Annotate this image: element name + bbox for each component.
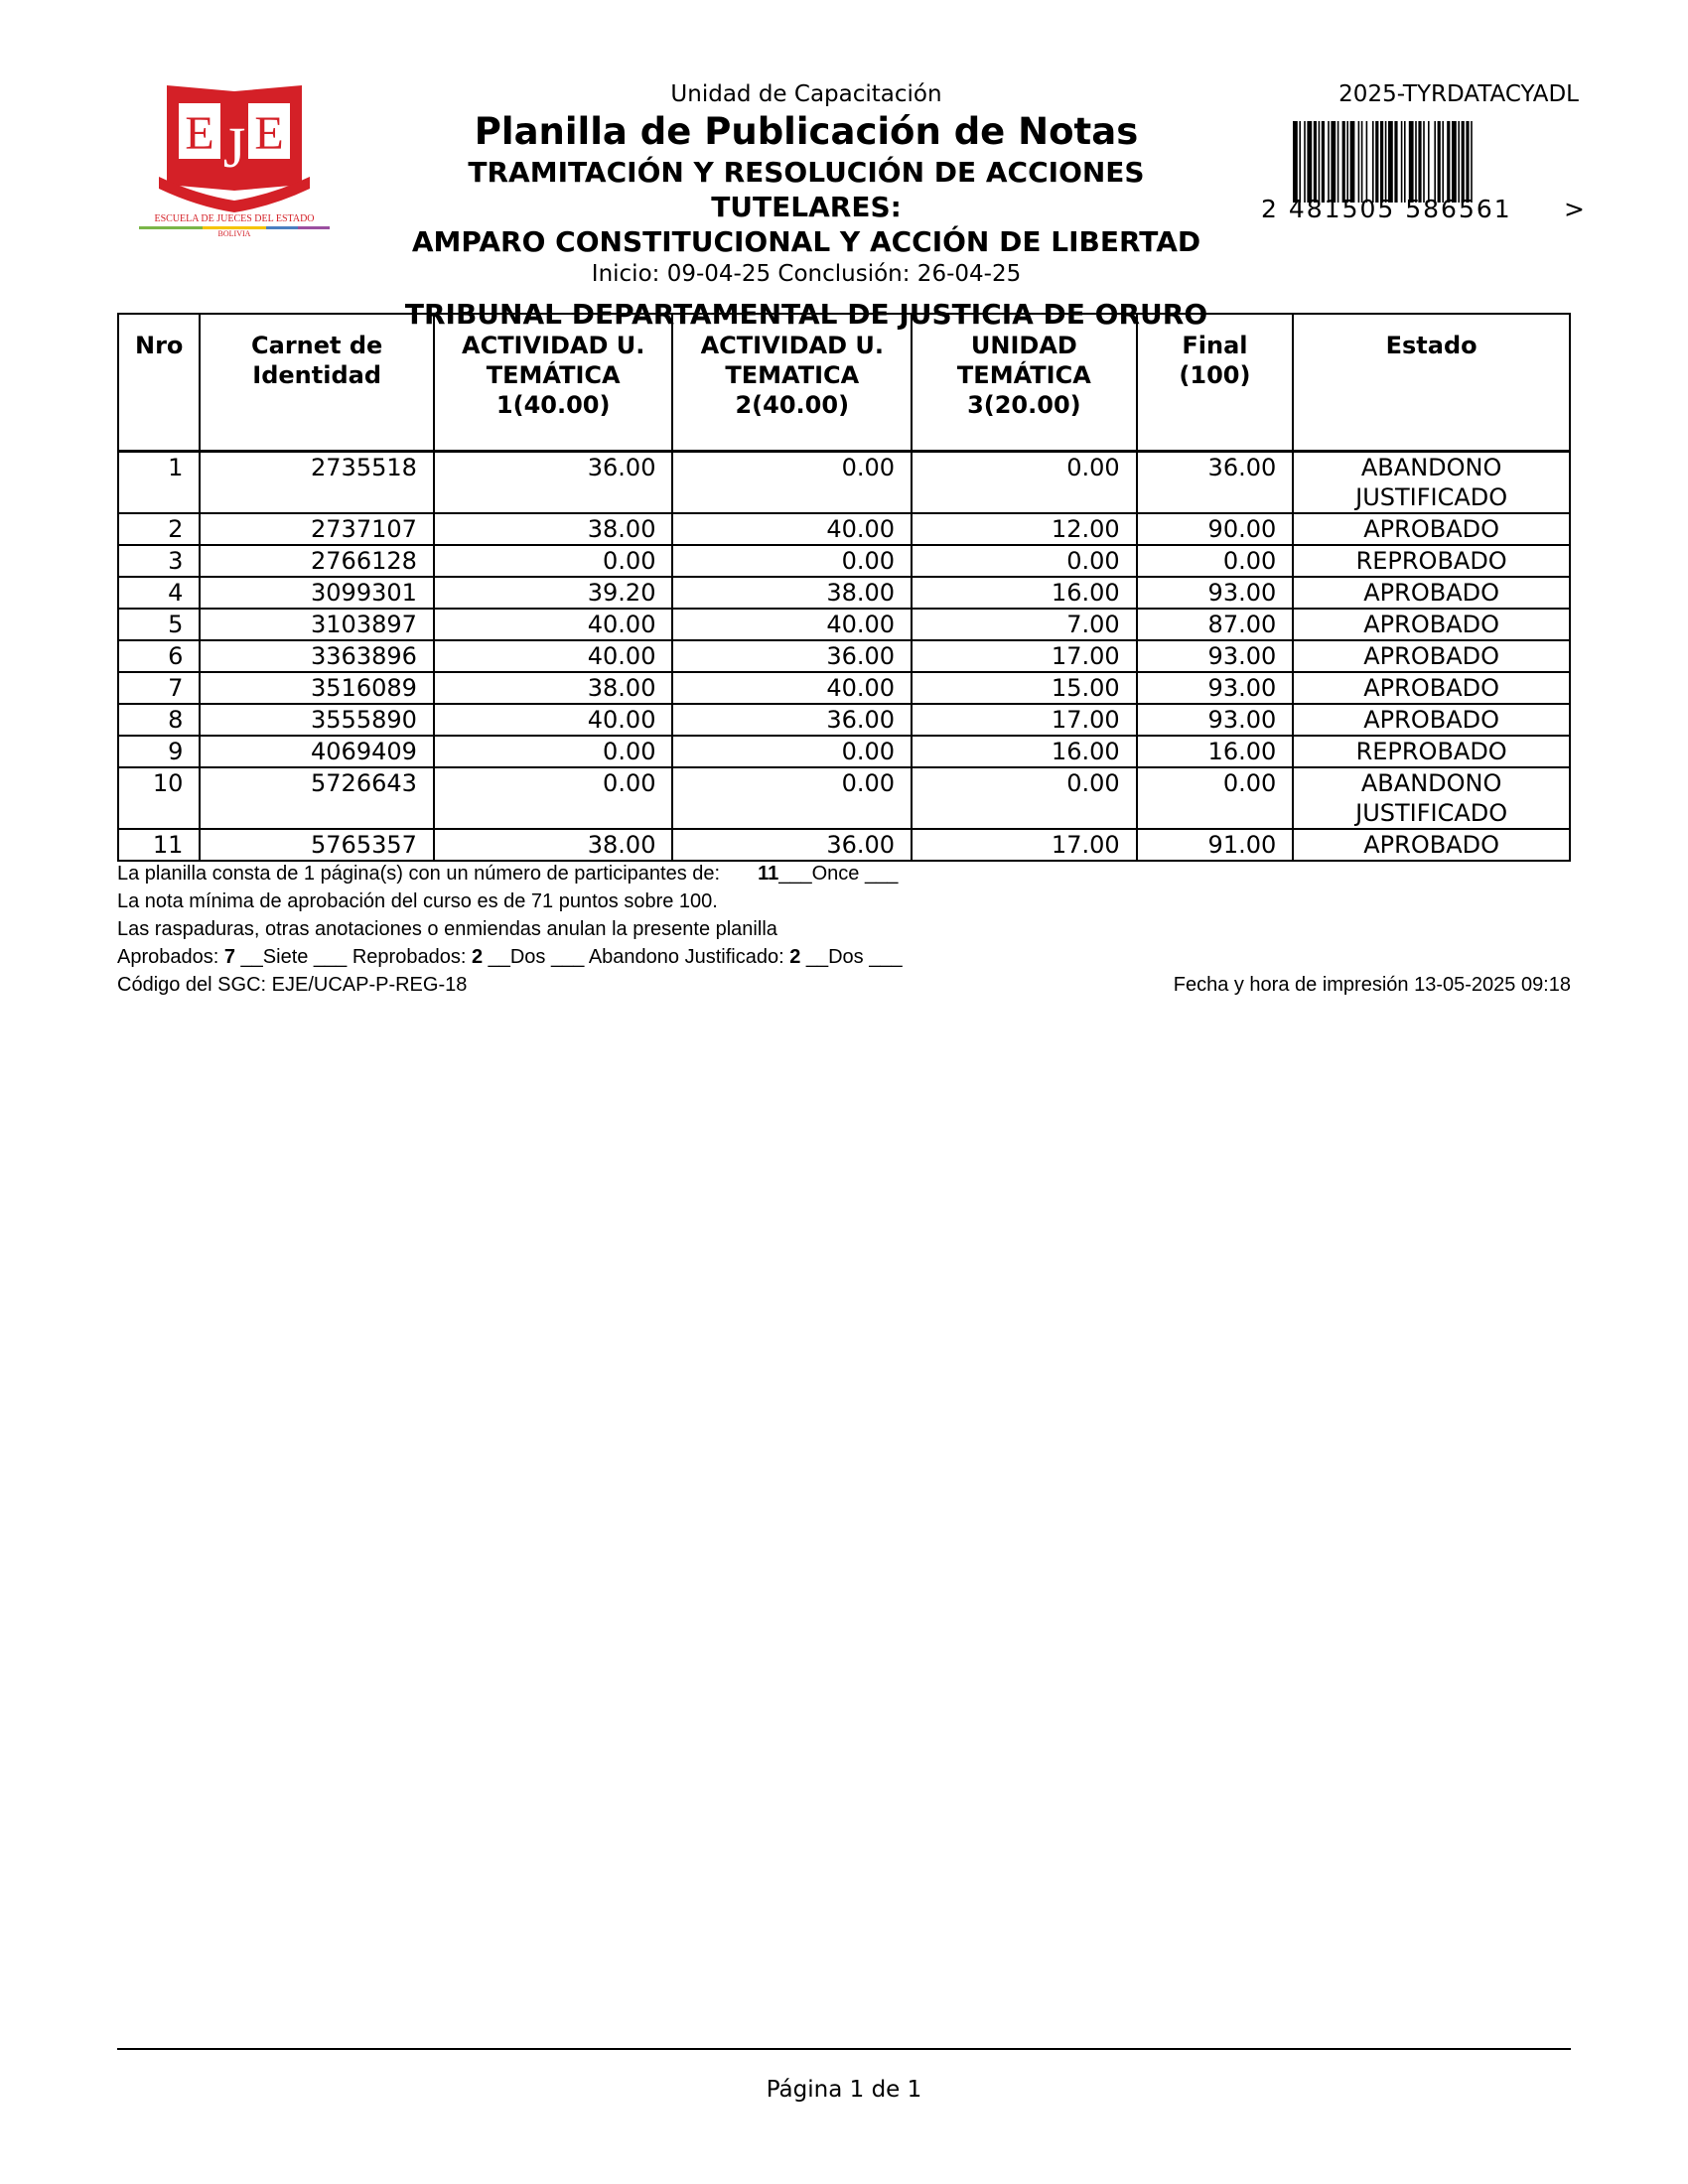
activity1-cell: 40.00: [434, 640, 673, 672]
column-header: [200, 314, 433, 452]
nro-cell: 4: [118, 577, 200, 609]
footer-divider: [117, 2048, 1571, 2050]
column-header-line: ACTIVIDAD U.: [462, 332, 645, 359]
column-header-line: ACTIVIDAD U.: [700, 332, 884, 359]
column-header-line: Carnet de: [251, 332, 383, 359]
activity2-cell: 40.00: [672, 513, 912, 545]
page-number: Página 1 de 1: [766, 2077, 922, 2103]
activity1-cell: 0.00: [434, 545, 673, 577]
logo-caption-bottom: BOLIVIA: [217, 229, 251, 236]
ci-cell: 3099301: [200, 577, 433, 609]
activity2-cell: 0.00: [672, 452, 912, 514]
unit3-cell: 15.00: [912, 672, 1137, 704]
barcode-bar: [1385, 121, 1387, 203]
reprobados-label: Reprobados:: [352, 946, 472, 968]
nro-cell: 2: [118, 513, 200, 545]
ci-cell: 5726643: [200, 767, 433, 829]
table-body: [118, 452, 1570, 862]
column-header: [434, 314, 673, 452]
barcode-bar: [1366, 121, 1368, 203]
estado-cell: APROBADO: [1293, 672, 1570, 704]
logo-letter-j: J: [222, 115, 246, 180]
sgc-code: Código del SGC: EJE/UCAP-P-REG-18: [117, 974, 468, 996]
estado-cell: APROBADO: [1293, 609, 1570, 640]
estado-cell: APROBADO: [1293, 829, 1570, 861]
aprobados-words: __Siete ___: [234, 946, 352, 968]
column-header-line: Identidad: [252, 361, 382, 389]
barcode-bar: [1415, 121, 1417, 203]
column-header-line: Nro: [135, 332, 184, 359]
column-header-line: Final: [1182, 332, 1248, 359]
abandono-label: Abandono Justificado:: [588, 946, 790, 968]
nro-cell: 9: [118, 736, 200, 767]
barcode-bar: [1466, 121, 1469, 203]
logo-caption-top: ESCUELA DE JUECES DEL ESTADO: [154, 213, 315, 224]
barcode-bar: [1462, 121, 1465, 203]
column-header: [1293, 314, 1570, 452]
final-cell: 0.00: [1137, 767, 1294, 829]
ci-cell: 3516089: [200, 672, 433, 704]
barcode-bar: [1423, 121, 1425, 203]
estado-cell: APROBADO: [1293, 704, 1570, 736]
activity2-cell: 0.00: [672, 545, 912, 577]
abandono-count: 2: [789, 946, 801, 968]
column-header-line: TEMATICA: [725, 361, 860, 389]
column-header-line: 1(40.00): [495, 391, 611, 419]
barcode-bar: [1452, 121, 1457, 203]
unit3-cell: 12.00: [912, 513, 1137, 545]
nro-cell: 5: [118, 609, 200, 640]
barcode-bar: [1293, 121, 1298, 203]
tribunal-name: TRIBUNAL DEPARTAMENTAL DE JUSTICIA DE ORURO: [404, 298, 1208, 331]
estado-cell: APROBADO: [1293, 513, 1570, 545]
aprobados-count: 7: [223, 946, 235, 968]
activity2-cell: 40.00: [672, 609, 912, 640]
barcode-bar: [1358, 121, 1360, 203]
unit3-cell: 17.00: [912, 829, 1137, 861]
column-header-line: 3(20.00): [967, 391, 1081, 419]
activity1-cell: 36.00: [434, 452, 673, 514]
document-code: 2025-TYRDATACYADL: [1338, 81, 1579, 107]
reprobados-words: __Dos ___: [483, 946, 589, 968]
ci-cell: 2735518: [200, 452, 433, 514]
reprobados-count: 2: [471, 946, 484, 968]
barcode-bar: [1314, 121, 1317, 203]
final-cell: 93.00: [1137, 640, 1294, 672]
activity1-cell: 40.00: [434, 609, 673, 640]
unit3-cell: 0.00: [912, 767, 1137, 829]
activity2-cell: 36.00: [672, 640, 912, 672]
barcode-bar: [1442, 121, 1444, 203]
column-header: [912, 314, 1137, 452]
barcode-bar: [1350, 121, 1355, 203]
activity2-cell: 0.00: [672, 736, 912, 767]
ci-cell: 3363896: [200, 640, 433, 672]
table-row: [118, 767, 1570, 829]
table-row: [118, 452, 1570, 514]
ci-cell: 5765357: [200, 829, 433, 861]
activity1-cell: 38.00: [434, 672, 673, 704]
table-row: [118, 704, 1570, 736]
estado-cell: REPROBADO: [1293, 545, 1570, 577]
table-row: [118, 577, 1570, 609]
column-header-line: TEMÁTICA: [486, 361, 621, 389]
header: [377, 79, 1235, 333]
estado-cell: ABANDONO JUSTIFICADO: [1293, 767, 1570, 829]
activity2-cell: 40.00: [672, 672, 912, 704]
column-header-line: Estado: [1385, 332, 1477, 359]
barcode-bar: [1328, 121, 1330, 203]
activity1-cell: 38.00: [434, 513, 673, 545]
aprobados-label: Aprobados:: [117, 946, 224, 968]
barcode-bar: [1471, 121, 1473, 203]
barcode-bar: [1319, 121, 1321, 203]
column-header: [672, 314, 912, 452]
table-row: [118, 609, 1570, 640]
column-header-line: 2(40.00): [735, 391, 850, 419]
nro-cell: 8: [118, 704, 200, 736]
page-title: Planilla de Publicación de Notas: [474, 110, 1139, 153]
unit3-cell: 7.00: [912, 609, 1137, 640]
table-row: [118, 545, 1570, 577]
final-cell: 93.00: [1137, 577, 1294, 609]
unit3-cell: 0.00: [912, 452, 1137, 514]
barcode-bar: [1307, 121, 1312, 203]
barcode-bar: [1342, 121, 1345, 203]
final-cell: 90.00: [1137, 513, 1294, 545]
grades-table: [117, 313, 1571, 862]
barcode-bar: [1388, 121, 1393, 203]
ci-cell: 2737107: [200, 513, 433, 545]
activity2-cell: 36.00: [672, 704, 912, 736]
estado-cell: APROBADO: [1293, 577, 1570, 609]
activity1-cell: 39.20: [434, 577, 673, 609]
barcode-bar: [1346, 121, 1348, 203]
ci-cell: 4069409: [200, 736, 433, 767]
column-header: [1137, 314, 1294, 452]
ci-cell: 2766128: [200, 545, 433, 577]
barcode-bar: [1401, 121, 1403, 203]
ci-cell: 3555890: [200, 704, 433, 736]
barcode-bar: [1322, 121, 1325, 203]
activity2-cell: 0.00: [672, 767, 912, 829]
print-date: Fecha y hora de impresión 13-05-2025 09:18: [1173, 974, 1571, 996]
barcode-bar: [1394, 121, 1397, 203]
activity1-cell: 40.00: [434, 704, 673, 736]
summary-line: [117, 943, 1571, 971]
barcode-bar: [1458, 121, 1460, 203]
participants-line: [117, 860, 1571, 887]
final-cell: 93.00: [1137, 672, 1294, 704]
barcode-bar: [1331, 121, 1336, 203]
participants-words: ___Once ___: [778, 863, 899, 885]
ci-cell: 3103897: [200, 609, 433, 640]
course-dates: Inicio: 09-04-25 Conclusión: 26-04-25: [591, 261, 1022, 287]
activity2-cell: 38.00: [672, 577, 912, 609]
participants-count: 11: [758, 863, 779, 885]
nro-cell: 7: [118, 672, 200, 704]
unit3-cell: 16.00: [912, 736, 1137, 767]
table-row: [118, 640, 1570, 672]
unit3-cell: 17.00: [912, 704, 1137, 736]
table-row: [118, 829, 1570, 861]
final-cell: 93.00: [1137, 704, 1294, 736]
logo-letter-e1: E: [185, 107, 214, 160]
final-cell: 87.00: [1137, 609, 1294, 640]
nro-cell: 10: [118, 767, 200, 829]
nro-cell: 3: [118, 545, 200, 577]
participants-text: La planilla consta de 1 página(s) con un número de participantes de:: [117, 863, 721, 885]
activity1-cell: 0.00: [434, 767, 673, 829]
final-cell: 0.00: [1137, 545, 1294, 577]
eje-logo: [137, 77, 332, 236]
barcode-bar: [1404, 121, 1406, 203]
unit3-cell: 17.00: [912, 640, 1137, 672]
barcode-bar: [1418, 121, 1421, 203]
table-header-row: [118, 314, 1570, 452]
barcode-bar: [1337, 121, 1339, 203]
erasure-note: Las raspaduras, otras anotaciones o enmiendas anulan la presente planilla: [117, 918, 777, 940]
activity1-cell: 38.00: [434, 829, 673, 861]
barcode-bar: [1304, 121, 1306, 203]
footer-notes: [117, 860, 1571, 999]
barcode-arrow: >: [1564, 195, 1585, 223]
column-header-line: (100): [1179, 361, 1251, 389]
table-row: [118, 736, 1570, 767]
estado-cell: APROBADO: [1293, 640, 1570, 672]
barcode-bar: [1361, 121, 1363, 203]
barcode-bar: [1375, 121, 1378, 203]
barcode-bar: [1434, 121, 1436, 203]
column-header-line: TEMÁTICA: [956, 361, 1091, 389]
barcode-bar: [1438, 121, 1441, 203]
barcode-bar: [1380, 121, 1383, 203]
barcode-bar: [1409, 121, 1414, 203]
logo-letter-e2: E: [254, 107, 284, 160]
activity1-cell: 0.00: [434, 736, 673, 767]
final-cell: 16.00: [1137, 736, 1294, 767]
column-header: [118, 314, 200, 452]
activity2-cell: 36.00: [672, 829, 912, 861]
estado-cell: ABANDONO JUSTIFICADO: [1293, 452, 1570, 514]
barcode-bar: [1372, 121, 1374, 203]
barcode-bar: [1299, 121, 1301, 203]
column-header-line: UNIDAD: [970, 332, 1077, 359]
unit3-cell: 0.00: [912, 545, 1137, 577]
table-row: [118, 513, 1570, 545]
final-cell: 36.00: [1137, 452, 1294, 514]
nro-cell: 6: [118, 640, 200, 672]
nro-cell: 11: [118, 829, 200, 861]
estado-cell: REPROBADO: [1293, 736, 1570, 767]
barcode-number: 2 481505 586561: [1261, 195, 1512, 223]
minimum-grade-note: La nota mínima de aprobación del curso es de 71 puntos sobre 100.: [117, 890, 718, 912]
unit3-cell: 16.00: [912, 577, 1137, 609]
abandono-words: __Dos ___: [800, 946, 903, 968]
unit-name: Unidad de Capacitación: [670, 81, 942, 107]
barcode-bar: [1447, 121, 1450, 203]
course-title-line2: AMPARO CONSTITUCIONAL Y ACCIÓN DE LIBERTAD: [411, 225, 1201, 258]
course-title-line1: TRAMITACIÓN Y RESOLUCIÓN DE ACCIONES TUTELARES:: [468, 156, 1145, 223]
table-row: [118, 672, 1570, 704]
nro-cell: 1: [118, 452, 200, 514]
final-cell: 91.00: [1137, 829, 1294, 861]
barcode-bar: [1428, 121, 1430, 203]
